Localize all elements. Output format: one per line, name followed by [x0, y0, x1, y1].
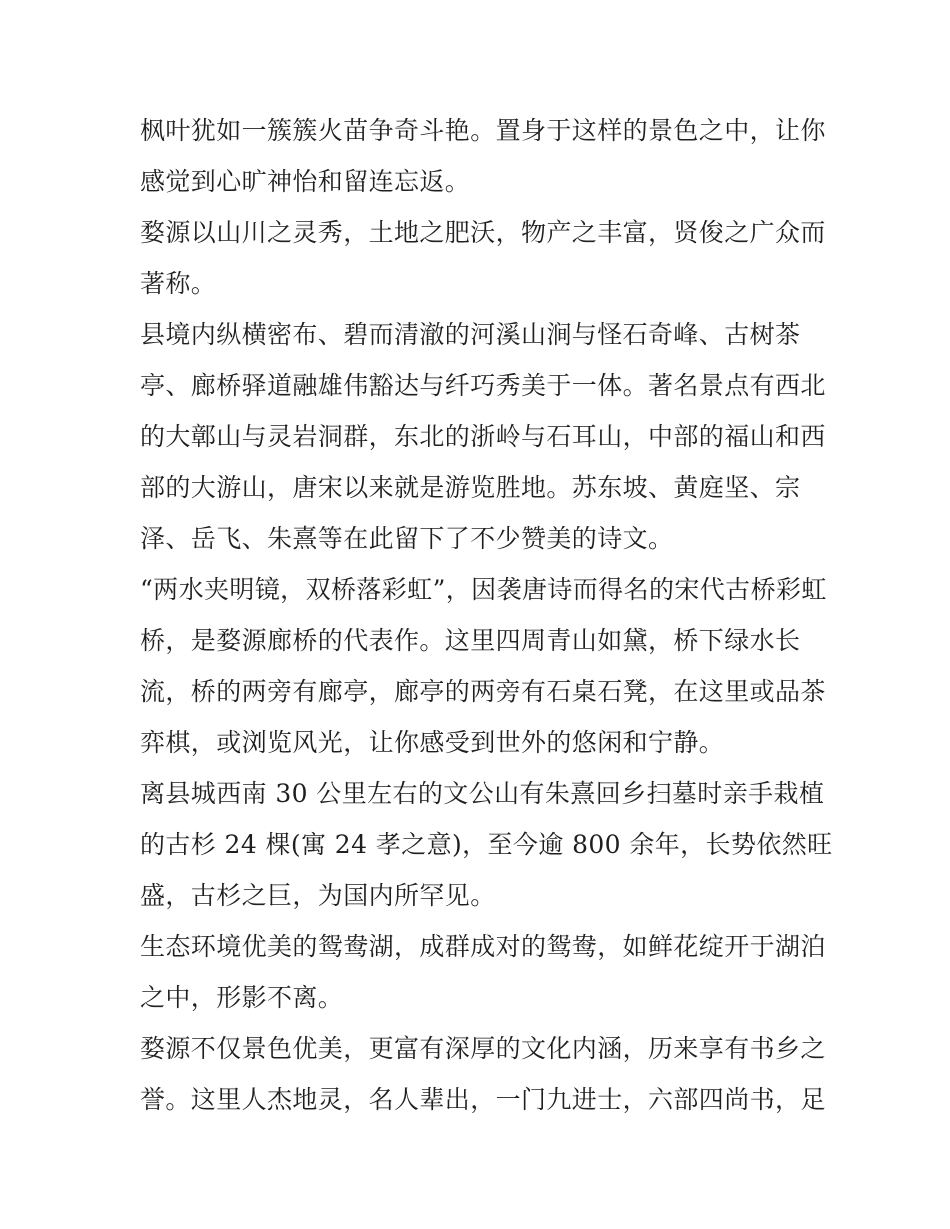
text-line: 泽、岳飞、朱熹等在此留下了不少赞美的诗文。	[140, 524, 674, 553]
text-line: 亭、廊桥驿道融雄伟豁达与纤巧秀美于一体。著名景点有西北	[140, 371, 826, 400]
text-line: 离县城西南 30 公里左右的文公山有朱熹回乡扫墓时亲手栽植	[140, 779, 825, 808]
text-line: 著称。	[140, 269, 217, 298]
text-line: 盛，古杉之巨，为国内所罕见。	[140, 881, 496, 910]
text-line: 部的大游山，唐宋以来就是游览胜地。苏东坡、黄庭坚、宗	[140, 473, 801, 502]
text-line: 的大鄣山与灵岩洞群，东北的浙岭与石耳山，中部的福山和西	[140, 422, 826, 451]
text-line: 之中，形影不离。	[140, 983, 344, 1012]
text-line: 县境内纵横密布、碧而清澈的河溪山涧与怪石奇峰、古树茶	[140, 320, 801, 349]
text-line: 枫叶犹如一簇簇火苗争奇斗艳。置身于这样的景色之中，让你	[140, 116, 826, 145]
text-line: 的古杉 24 棵(寓 24 孝之意)，至今逾 800 余年，长势依然旺	[140, 830, 833, 859]
text-line: 婺源以山川之灵秀，土地之肥沃，物产之丰富，贤俊之广众而	[140, 218, 826, 247]
text-line: 弈棋，或浏览风光，让你感受到世外的悠闲和宁静。	[140, 728, 725, 757]
text-line: 誉。这里人杰地灵，名人辈出，一门九进士，六部四尚书，足	[140, 1085, 826, 1114]
text-line: 桥，是婺源廊桥的代表作。这里四周青山如黛，桥下绿水长	[140, 626, 801, 655]
document-body	[140, 105, 833, 1125]
text-line: 婺源不仅景色优美，更富有深厚的文化内涵，历来享有书乡之	[140, 1034, 826, 1063]
text-line: 生态环境优美的鸳鸯湖，成群成对的鸳鸯，如鲜花绽开于湖泊	[140, 932, 826, 961]
text-line: 流，桥的两旁有廊亭，廊亭的两旁有石桌石凳，在这里或品茶	[140, 677, 826, 706]
text-line: 感觉到心旷神怡和留连忘返。	[140, 167, 471, 196]
text-line: “两水夹明镜，双桥落彩虹”，因袭唐诗而得名的宋代古桥彩虹	[140, 575, 827, 604]
